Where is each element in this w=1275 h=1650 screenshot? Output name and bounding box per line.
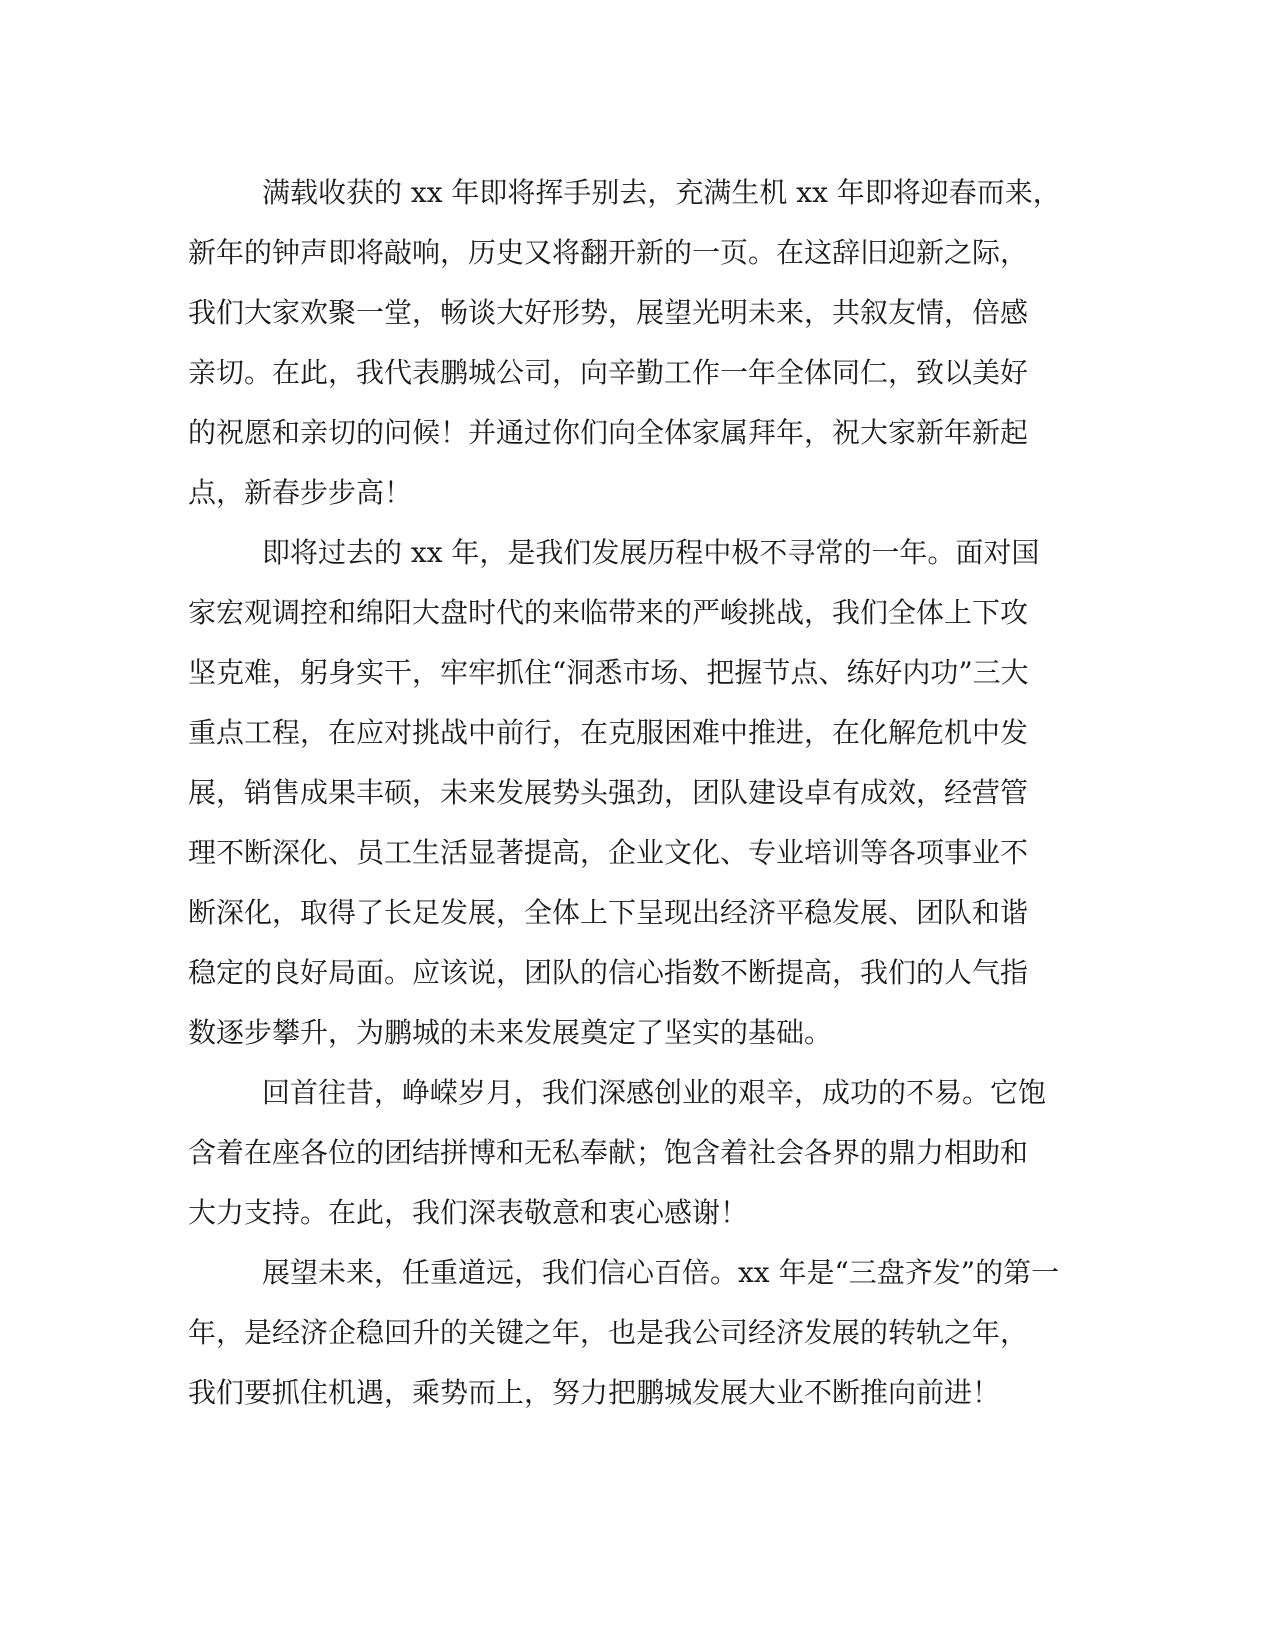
paragraph-gratitude bbox=[188, 1063, 1068, 1243]
document-body bbox=[188, 163, 1068, 1423]
paragraph-new-year-greeting bbox=[188, 163, 1068, 523]
paragraph-line: 点，新春步步高！ bbox=[188, 476, 413, 509]
paragraph-line: 回首往昔，峥嵘岁月，我们深感创业的艰辛，成功的不易。它饱 bbox=[262, 1076, 1047, 1109]
paragraph-line: 含着在座各位的团结拼博和无私奉献；饱含着社会各界的鼎力相助和 bbox=[188, 1136, 1029, 1169]
paragraph-line: 家宏观调控和绵阳大盘时代的来临带来的严峻挑战，我们全体上下攻 bbox=[188, 596, 1029, 629]
paragraph-line: 理不断深化、员工生活显著提高，企业文化、专业培训等各项事业不 bbox=[188, 836, 1029, 869]
paragraph-outlook bbox=[188, 1243, 1068, 1423]
paragraph-line: 的祝愿和亲切的问候！并通过你们向全体家属拜年，祝大家新年新起 bbox=[188, 416, 1029, 449]
paragraph-line: 数逐步攀升，为鹏城的未来发展奠定了坚实的基础。 bbox=[188, 1016, 833, 1049]
paragraph-line: 坚克难，躬身实干，牢牢抓住“洞悉市场、把握节点、练好内功”三大 bbox=[188, 656, 1029, 689]
paragraph-line: 满载收获的 xx 年即将挥手别去，充满生机 xx 年即将迎春而来， bbox=[262, 176, 1061, 209]
paragraph-line: 年，是经济企稳回升的关键之年，也是我公司经济发展的转轨之年， bbox=[188, 1316, 1029, 1349]
paragraph-year-review bbox=[188, 523, 1068, 1063]
paragraph-line: 新年的钟声即将敲响，历史又将翻开新的一页。在这辞旧迎新之际， bbox=[188, 236, 1029, 269]
paragraph-line: 断深化，取得了长足发展，全体上下呈现出经济平稳发展、团队和谐 bbox=[188, 896, 1029, 929]
paragraph-line: 展，销售成果丰硕，未来发展势头强劲，团队建设卓有成效，经营管 bbox=[188, 776, 1029, 809]
paragraph-line: 即将过去的 xx 年，是我们发展历程中极不寻常的一年。面对国 bbox=[262, 536, 1040, 569]
paragraph-line: 我们大家欢聚一堂，畅谈大好形势，展望光明未来，共叙友情，倍感 bbox=[188, 296, 1029, 329]
paragraph-line: 稳定的良好局面。应该说，团队的信心指数不断提高，我们的人气指 bbox=[188, 956, 1029, 989]
paragraph-line: 大力支持。在此，我们深表敬意和衷心感谢！ bbox=[188, 1196, 749, 1229]
paragraph-line: 亲切。在此，我代表鹏城公司，向辛勤工作一年全体同仁，致以美好 bbox=[188, 356, 1029, 389]
paragraph-line: 展望未来，任重道远，我们信心百倍。xx 年是“三盘齐发”的第一 bbox=[262, 1256, 1060, 1289]
paragraph-line: 我们要抓住机遇，乘势而上，努力把鹏城发展大业不断推向前进！ bbox=[188, 1376, 1001, 1409]
paragraph-line: 重点工程，在应对挑战中前行，在克服困难中推进，在化解危机中发 bbox=[188, 716, 1029, 749]
